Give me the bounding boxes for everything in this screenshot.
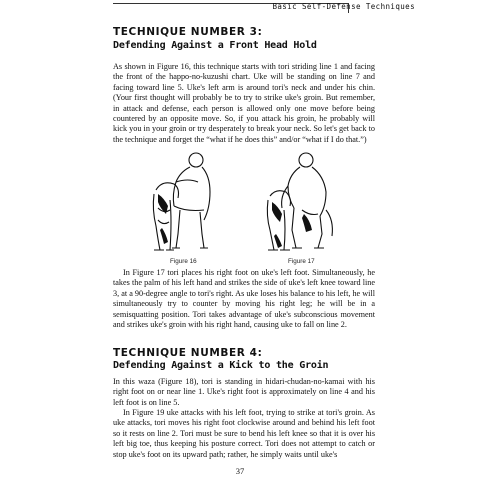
page-number: 37 xyxy=(235,466,245,476)
figure-17-caption: Figure 17 xyxy=(288,258,315,265)
figure-17-paragraph: In Figure 17 tori places his right foot on uke's left foot. Simultaneously, he takes the palm of his left hand and strikes the side of uke's left knee toward line 3, at a 90-degree angle to tori's right. As uke loses his balance to his left, he will simultaneously try to counter by moving his right leg; he will be in a semisquatting position. Tori takes advantage of uke's subconscious movement and strikes uke's groin with his right hand, causing uke to fall on line 2. xyxy=(113,268,375,330)
technique-4-paragraph-2: In Figure 19 uke attacks with his left foot, trying to strike at tori's groin. As uke attacks, tori moves his right foot clockwise around and behind his left foot so it rests on line 2. Tori must be sure to bend his left knee so that it is over his left big toe, thus keeping his posture correct. Tori does not attempt to catch or stop uke's foot on its upward path; rather, he simply waits until uke's xyxy=(113,408,375,459)
running-head-title: Basic Self-Defense Techniques xyxy=(272,2,415,11)
figure-16-caption: Figure 16 xyxy=(170,258,197,265)
technique-3-paragraph: As shown in Figure 16, this technique starts with tori striding line 1 and facing the front of the happo-no-kuzushi chart. Uke will be standing on line 7 and facing toward line 5. Uke's left arm is around tori's neck and under his chin. (Your first thought will probably be to try to strike uke's groin. But remember, in attack and defense, each person is allowed only one move before being countered by an opposite move. So, if you attack his groin, he probably will kick you in your groin or try desperately to break your neck. So let's get back to the technique and forget the “what if he does this” and/or “what if I do that.”) xyxy=(113,62,375,144)
running-head xyxy=(0,0,480,13)
technique-3-title: Defending Against a Front Head Hold xyxy=(113,40,317,51)
figure-17-illustration xyxy=(262,150,344,254)
figure-16-illustration xyxy=(150,150,222,254)
technique-3-label: TECHNIQUE NUMBER 3: xyxy=(113,26,263,38)
technique-4-title: Defending Against a Kick to the Groin xyxy=(113,360,329,371)
technique-4-paragraph-1: In this waza (Figure 18), tori is standing in hidari-chudan-no-kamai with his right foot on or near line 1. Uke's right foot is approximately on line 4 and his left foot is on line 5. xyxy=(113,377,375,407)
technique-4-label: TECHNIQUE NUMBER 4: xyxy=(113,347,263,359)
